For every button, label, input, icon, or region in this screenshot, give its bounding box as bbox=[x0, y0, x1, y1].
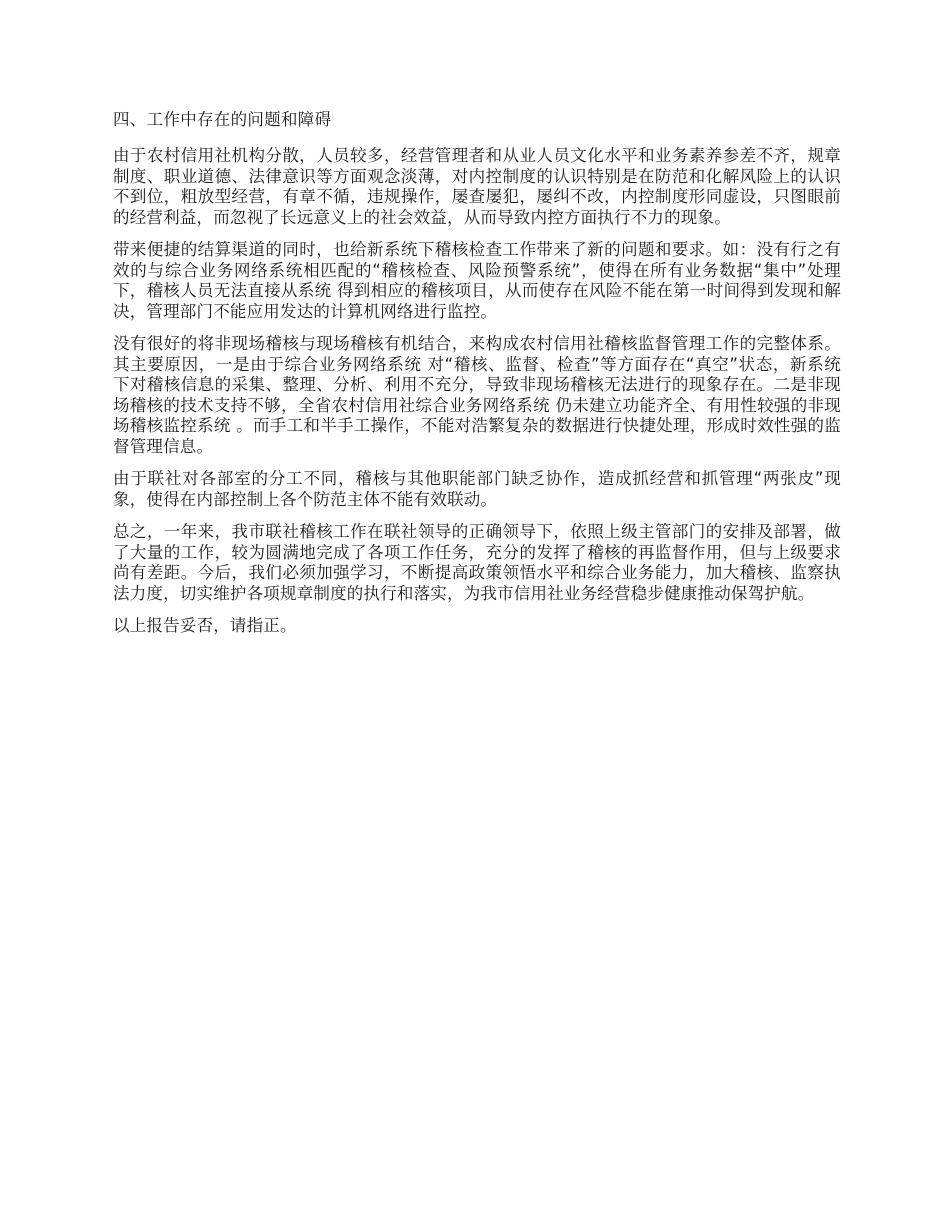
section-heading: 四、工作中存在的问题和障碍 bbox=[113, 110, 332, 129]
paragraph-3: 没有很好的将非现场稽核与现场稽核有机结合，来构成农村信用社稽核监督管理工作的完整体系。其主要原因，一是由于综合业务网络系统 对“稽核、监督、检查”等方面存在“真空”状态，新系统 下对稽核信息的采集、整理、分析、利用不充分，导致非现场稽核无法进行的现象存在。二是非现场稽核的技术支持不够，全省农村信用社综合业务网络系统 仍未建立功能齐全、有用性较强的非现场稽核监控系统 。而手工和半手工操作，不能对浩繁复杂的数据进行快捷处理，形成时效性强的监督管理信息。 bbox=[113, 334, 841, 456]
document-page bbox=[113, 108, 841, 649]
paragraph-5: 总之，一年来，我市联社稽核工作在联社领导的正确领导下，依照上级主管部门的安排及部署，做了大量的工作，较为圆满地完成了各项工作任务，充分的发挥了稽核的再监督作用，但与上级要求尚有差距。今后，我们必须加强学习，不断提高政策领悟水平和综合业务能力，加大稽核、监察执法力度，切实维护各项规章制度的执行和落实，为我市信用社业务经营稳步健康推动保驾护航。 bbox=[113, 522, 841, 603]
paragraph-1: 由于农村信用社机构分散，人员较多，经营管理者和从业人员文化水平和业务素养参差不齐，规章制度、职业道德、法律意识等方面观念淡薄，对内控制度的认识特别是在防范和化解风险上的认识不到位，粗放型经营，有章不循，违规操作，屡查屡犯，屡纠不改，内控制度形同虚设，只图眼前的经营利益，而忽视了长远意义上的社会效益，从而导致内控方面执行不力的现象。 bbox=[113, 146, 841, 227]
paragraph-2: 带来便捷的结算渠道的同时，也给新系统下稽核检查工作带来了新的问题和要求。如：没有行之有效的与综合业务网络系统相匹配的“稽核检查、风险预警系统”，使得在所有业务数据“集中”处理下，稽核人员无法直接从系统 得到相应的稽核项目，从而使存在风险不能在第一时间得到发现和解决，管理部门不能应用发达的计算机网络进行监控。 bbox=[113, 240, 841, 321]
closing-line: 以上报告妥否，请指正。 bbox=[113, 616, 297, 635]
paragraph-4: 由于联社对各部室的分工不同，稽核与其他职能部门缺乏协作，造成抓经营和抓管理“两张皮”现象，使得在内部控制上各个防范主体不能有效联动。 bbox=[113, 469, 841, 509]
